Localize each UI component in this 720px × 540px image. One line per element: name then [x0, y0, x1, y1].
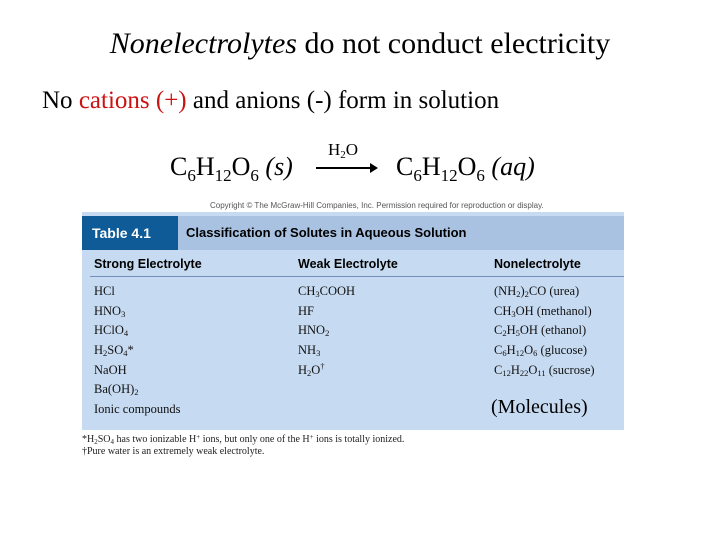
product-state: (aq)	[491, 152, 535, 181]
fn1-c-sup: +	[196, 433, 201, 441]
fn1-c: has two ionizable H	[114, 434, 197, 445]
strong-electrolyte-cell-part: Ba(OH)	[94, 382, 135, 397]
nonelectrolyte-cell-part: 12	[502, 367, 511, 378]
nonelectrolyte-cell	[494, 341, 595, 361]
product-c: C	[396, 152, 414, 181]
nonelectrolyte-cell-part: 2	[516, 289, 521, 299]
strong-electrolyte-cell	[94, 282, 180, 302]
nonelectrolyte-cell	[494, 282, 595, 302]
product-c-sub: 6	[413, 166, 422, 185]
strong-electrolyte-cell	[94, 400, 180, 420]
strong-electrolyte-cell-part: *	[127, 343, 134, 358]
weak-electrolyte-cell-part: 3	[316, 348, 321, 359]
nonelectrolyte-cell-part: 11	[537, 367, 546, 378]
strong-electrolyte-cell-part: HCl	[94, 284, 115, 298]
nonelectrolyte-cell-part: )	[520, 284, 525, 298]
nonelectrolyte-cell-part: CO (urea)	[528, 284, 580, 298]
table-header-bar	[82, 216, 624, 250]
nonelectrolyte-cell-part: 3	[511, 308, 516, 319]
fn1-d: ions, but only one of the H	[200, 434, 310, 445]
strong-electrolyte-cell-part: NaOH	[94, 362, 127, 377]
fn1-d-sup: +	[309, 433, 314, 441]
nonelectrolyte-cell-part: (sucrose)	[545, 362, 595, 377]
reactant-state: (s)	[265, 152, 293, 181]
strong-electrolyte-cell	[94, 361, 180, 381]
weak-electrolyte-cell-part: †	[320, 360, 325, 371]
nonelectrolyte-cell-part: 5	[515, 328, 520, 339]
nonelectrolyte-cell-part: C	[494, 343, 503, 358]
column-header-non: Nonelectrolyte	[494, 257, 581, 271]
nonelectrolyte-cell-part: O	[524, 343, 534, 358]
subtitle-start: No	[42, 87, 79, 114]
strong-electrolyte-cell-part: HNO	[94, 303, 122, 318]
footnote-2: †Pure water is an extremely weak electrolyte.	[82, 446, 265, 457]
reactant-c: C	[170, 152, 188, 181]
nonelectrolyte-cell	[494, 302, 595, 322]
table-title: Classification of Solutes in Aqueous Solution	[186, 225, 467, 240]
footnote-1	[82, 434, 404, 446]
weak-electrolyte-cell-part: 3	[315, 289, 320, 299]
reactant-c-sub: 6	[187, 166, 196, 185]
strong-electrolyte-cell	[94, 341, 180, 361]
arrow-label	[328, 140, 358, 160]
fn1-a: *H	[82, 434, 95, 445]
weak-electrolyte-cell-part: COOH	[319, 284, 356, 298]
right-arrow-icon	[316, 162, 378, 174]
weak-electrolyte-cell	[298, 341, 355, 361]
nonelectrolyte-cell-part: 6	[502, 348, 507, 359]
column-header-weak: Weak Electrolyte	[298, 257, 398, 271]
fn1-e: ions is totally ionized.	[313, 434, 405, 445]
slide-title	[0, 24, 720, 64]
weak-electrolyte-cell-part: 2	[325, 328, 330, 339]
molecules-annotation: (Molecules)	[491, 396, 588, 418]
table-footnotes	[82, 434, 404, 458]
nonelectrolyte-cell-part: H	[506, 343, 516, 358]
weak-electrolyte-column	[298, 282, 355, 380]
product-o: O	[457, 152, 477, 181]
title-rest: do not conduct electricity	[296, 27, 611, 60]
nonelectrolyte-cell-part: C	[494, 362, 503, 377]
strong-electrolyte-cell-part: 3	[121, 308, 126, 319]
reactant-o: O	[231, 152, 251, 181]
strong-electrolyte-cell-part: 2	[103, 348, 108, 359]
weak-electrolyte-cell-part: CH	[298, 284, 316, 298]
fn1-a-sub: 2	[94, 438, 98, 446]
arrow-label-h: H	[328, 140, 341, 159]
product-formula	[396, 150, 535, 184]
nonelectrolyte-cell-part: CH	[494, 303, 512, 318]
fn1-b: SO	[97, 434, 111, 445]
strong-electrolyte-column	[94, 282, 180, 420]
product-h-sub: 12	[440, 166, 458, 185]
subtitle-cations: cations (+)	[78, 87, 187, 114]
nonelectrolyte-cell-part: (NH	[494, 284, 517, 298]
nonelectrolyte-cell-part: H	[506, 323, 516, 338]
reactant-o-sub: 6	[250, 166, 259, 185]
reaction-arrow	[316, 140, 378, 184]
weak-electrolyte-cell	[298, 302, 355, 322]
title-emphasis: Nonelectrolytes	[109, 27, 297, 60]
strong-electrolyte-cell	[94, 321, 180, 341]
strong-electrolyte-cell	[94, 302, 180, 322]
table-number: Table 4.1	[82, 216, 178, 250]
strong-electrolyte-cell	[94, 380, 180, 400]
nonelectrolyte-cell-part: 2	[524, 289, 529, 299]
nonelectrolyte-cell-part: OH (ethanol)	[519, 323, 587, 338]
weak-electrolyte-cell	[298, 282, 355, 302]
nonelectrolyte-cell	[494, 361, 595, 381]
nonelectrolyte-cell-part: OH (methanol)	[515, 303, 592, 318]
nonelectrolyte-cell-part: O	[528, 362, 538, 377]
slide-subtitle	[42, 85, 499, 117]
nonelectrolyte-cell-part: H	[510, 362, 520, 377]
weak-electrolyte-cell-part: HF	[298, 303, 314, 318]
nonelectrolyte-cell-part: C	[494, 323, 503, 338]
weak-electrolyte-cell	[298, 361, 355, 381]
strong-electrolyte-cell-part: Ionic compounds	[94, 402, 181, 417]
strong-electrolyte-cell-part: 4	[123, 348, 128, 359]
weak-electrolyte-cell-part: HNO	[298, 323, 326, 338]
column-header-strong: Strong Electrolyte	[94, 257, 202, 271]
nonelectrolyte-cell-part: 2	[502, 328, 507, 339]
product-h: H	[421, 152, 441, 181]
nonelectrolyte-cell-part: 12	[515, 348, 525, 359]
subtitle-end: and anions (-) form in solution	[186, 87, 500, 114]
arrow-label-h-sub: 2	[340, 149, 346, 161]
arrow-label-o: O	[345, 140, 359, 159]
strong-electrolyte-cell-part: 4	[123, 328, 129, 339]
nonelectrolyte-cell-part: (glucose)	[537, 343, 588, 358]
reactant-h: H	[195, 152, 215, 181]
fn1-b-sub: 4	[110, 438, 115, 446]
weak-electrolyte-cell	[298, 321, 355, 341]
nonelectrolyte-cell-part: 6	[533, 348, 538, 359]
reactant-h-sub: 12	[214, 166, 232, 185]
weak-electrolyte-cell-part: NH	[298, 343, 317, 358]
weak-electrolyte-cell-part: H	[298, 362, 308, 377]
copyright-notice: Copyright © The McGraw-Hill Companies, Inc. Permission required for reproduction or display.	[210, 201, 544, 210]
nonelectrolyte-cell	[494, 321, 595, 341]
strong-electrolyte-cell-part: 2	[134, 387, 139, 398]
header-divider	[90, 276, 624, 277]
weak-electrolyte-cell-part: O	[311, 362, 321, 377]
weak-electrolyte-cell-part: 2	[307, 367, 312, 378]
nonelectrolyte-column	[494, 282, 595, 380]
strong-electrolyte-cell-part: HClO	[94, 323, 124, 338]
reactant-formula	[170, 150, 293, 184]
strong-electrolyte-cell-part: SO	[107, 343, 124, 358]
product-o-sub: 6	[476, 166, 485, 185]
strong-electrolyte-cell-part: H	[94, 343, 104, 358]
nonelectrolyte-cell-part: 22	[519, 367, 529, 378]
